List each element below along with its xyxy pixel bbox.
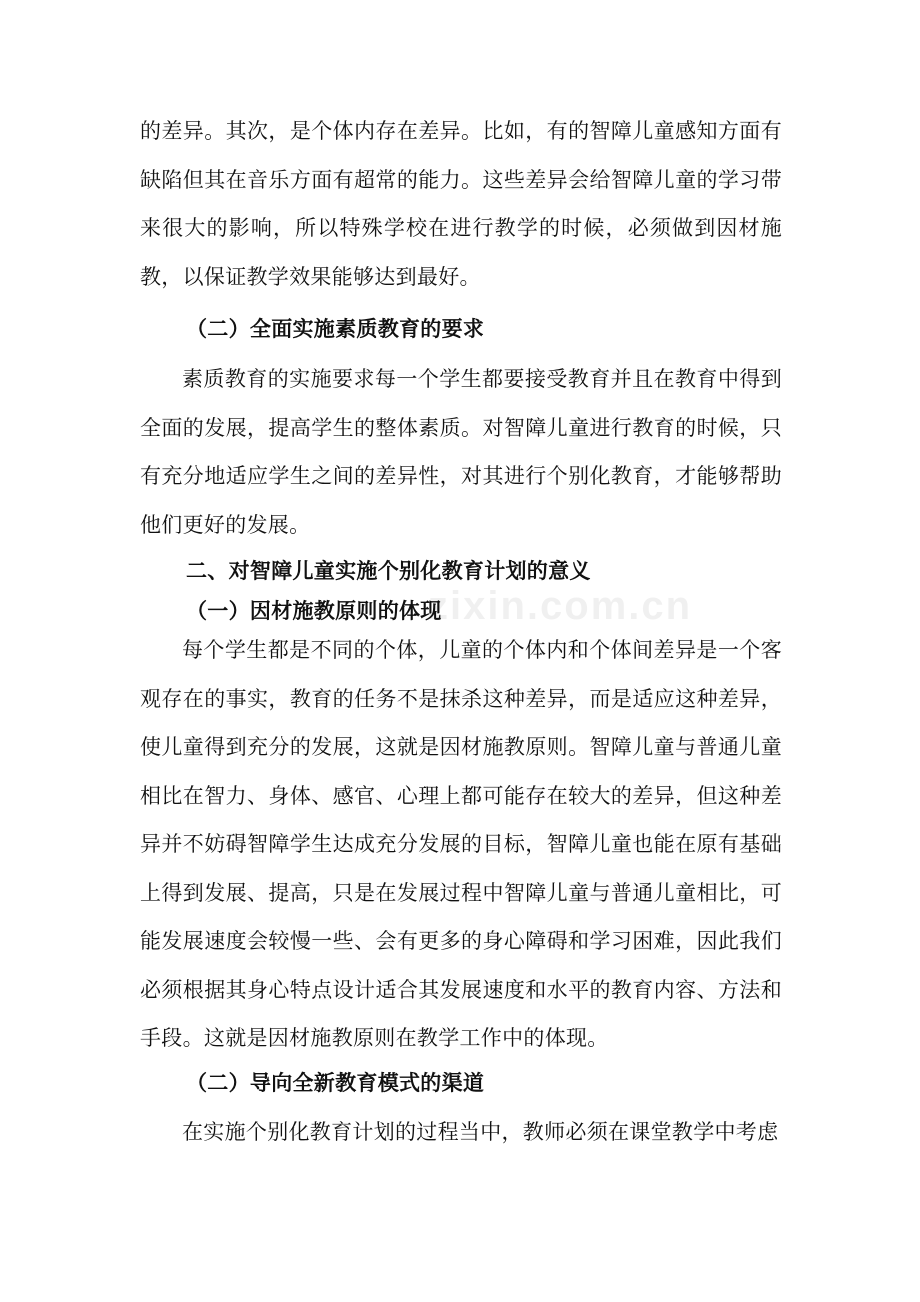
paragraph-new-education-model: 在实施个别化教育计划的过程当中，教师必须在课堂教学中考虑 bbox=[182, 1120, 779, 1144]
heading-teaching-principle: （一）因材施教原则的体现 bbox=[186, 599, 442, 623]
watermark-logo: zixin.com.cn bbox=[428, 584, 693, 628]
heading-section-two: 二、对智障儿童实施个别化教育计划的意义 bbox=[186, 559, 591, 583]
heading-new-education-model: （二）导向全新教育模式的渠道 bbox=[186, 1071, 485, 1095]
heading-quality-education: （二）全面实施素质教育的要求 bbox=[186, 317, 485, 341]
paragraph-quality-education: 素质教育的实施要求每一个学生都要接受教育并且在教育中得到全面的发展，提高学生的整体素质。对智障儿童进行教育的时候，只有充分地适应学生之间的差异性，对其进行个别化教育，才能够帮助他们更好的发展。 bbox=[140, 367, 782, 537]
paragraph-individual-differences: 的差异。其次，是个体内存在差异。比如，有的智障儿童感知方面有缺陷但其在音乐方面有超常的能力。这些差异会给智障儿童的学习带来很大的影响，所以特殊学校在进行教学的时候，必须做到因材施教，以保证教学效果能够达到最好。 bbox=[140, 119, 782, 289]
paragraph-teaching-principle: 每个学生都是不同的个体，儿童的个体内和个体间差异是一个客观存在的事实，教育的任务不是抹杀这种差异，而是适应这种差异，使儿童得到充分的发展，这就是因材施教原则。智障儿童与普通儿童相比在智力、身体、感官、心理上都可能存在较大的差异，但这种差异并不妨碍智障学生达成充分发展的目标，智障儿童也能在原有基础上得到发展、提高，只是在发展过程中智障儿童与普通儿童相比，可能发展速度会较慢一些、会有更多的身心障碍和学习困难，因此我们必须根据其身心特点设计适合其发展速度和水平的教育内容、方法和手段。这就是因材施教原则在教学工作中的体现。 bbox=[140, 638, 782, 1050]
